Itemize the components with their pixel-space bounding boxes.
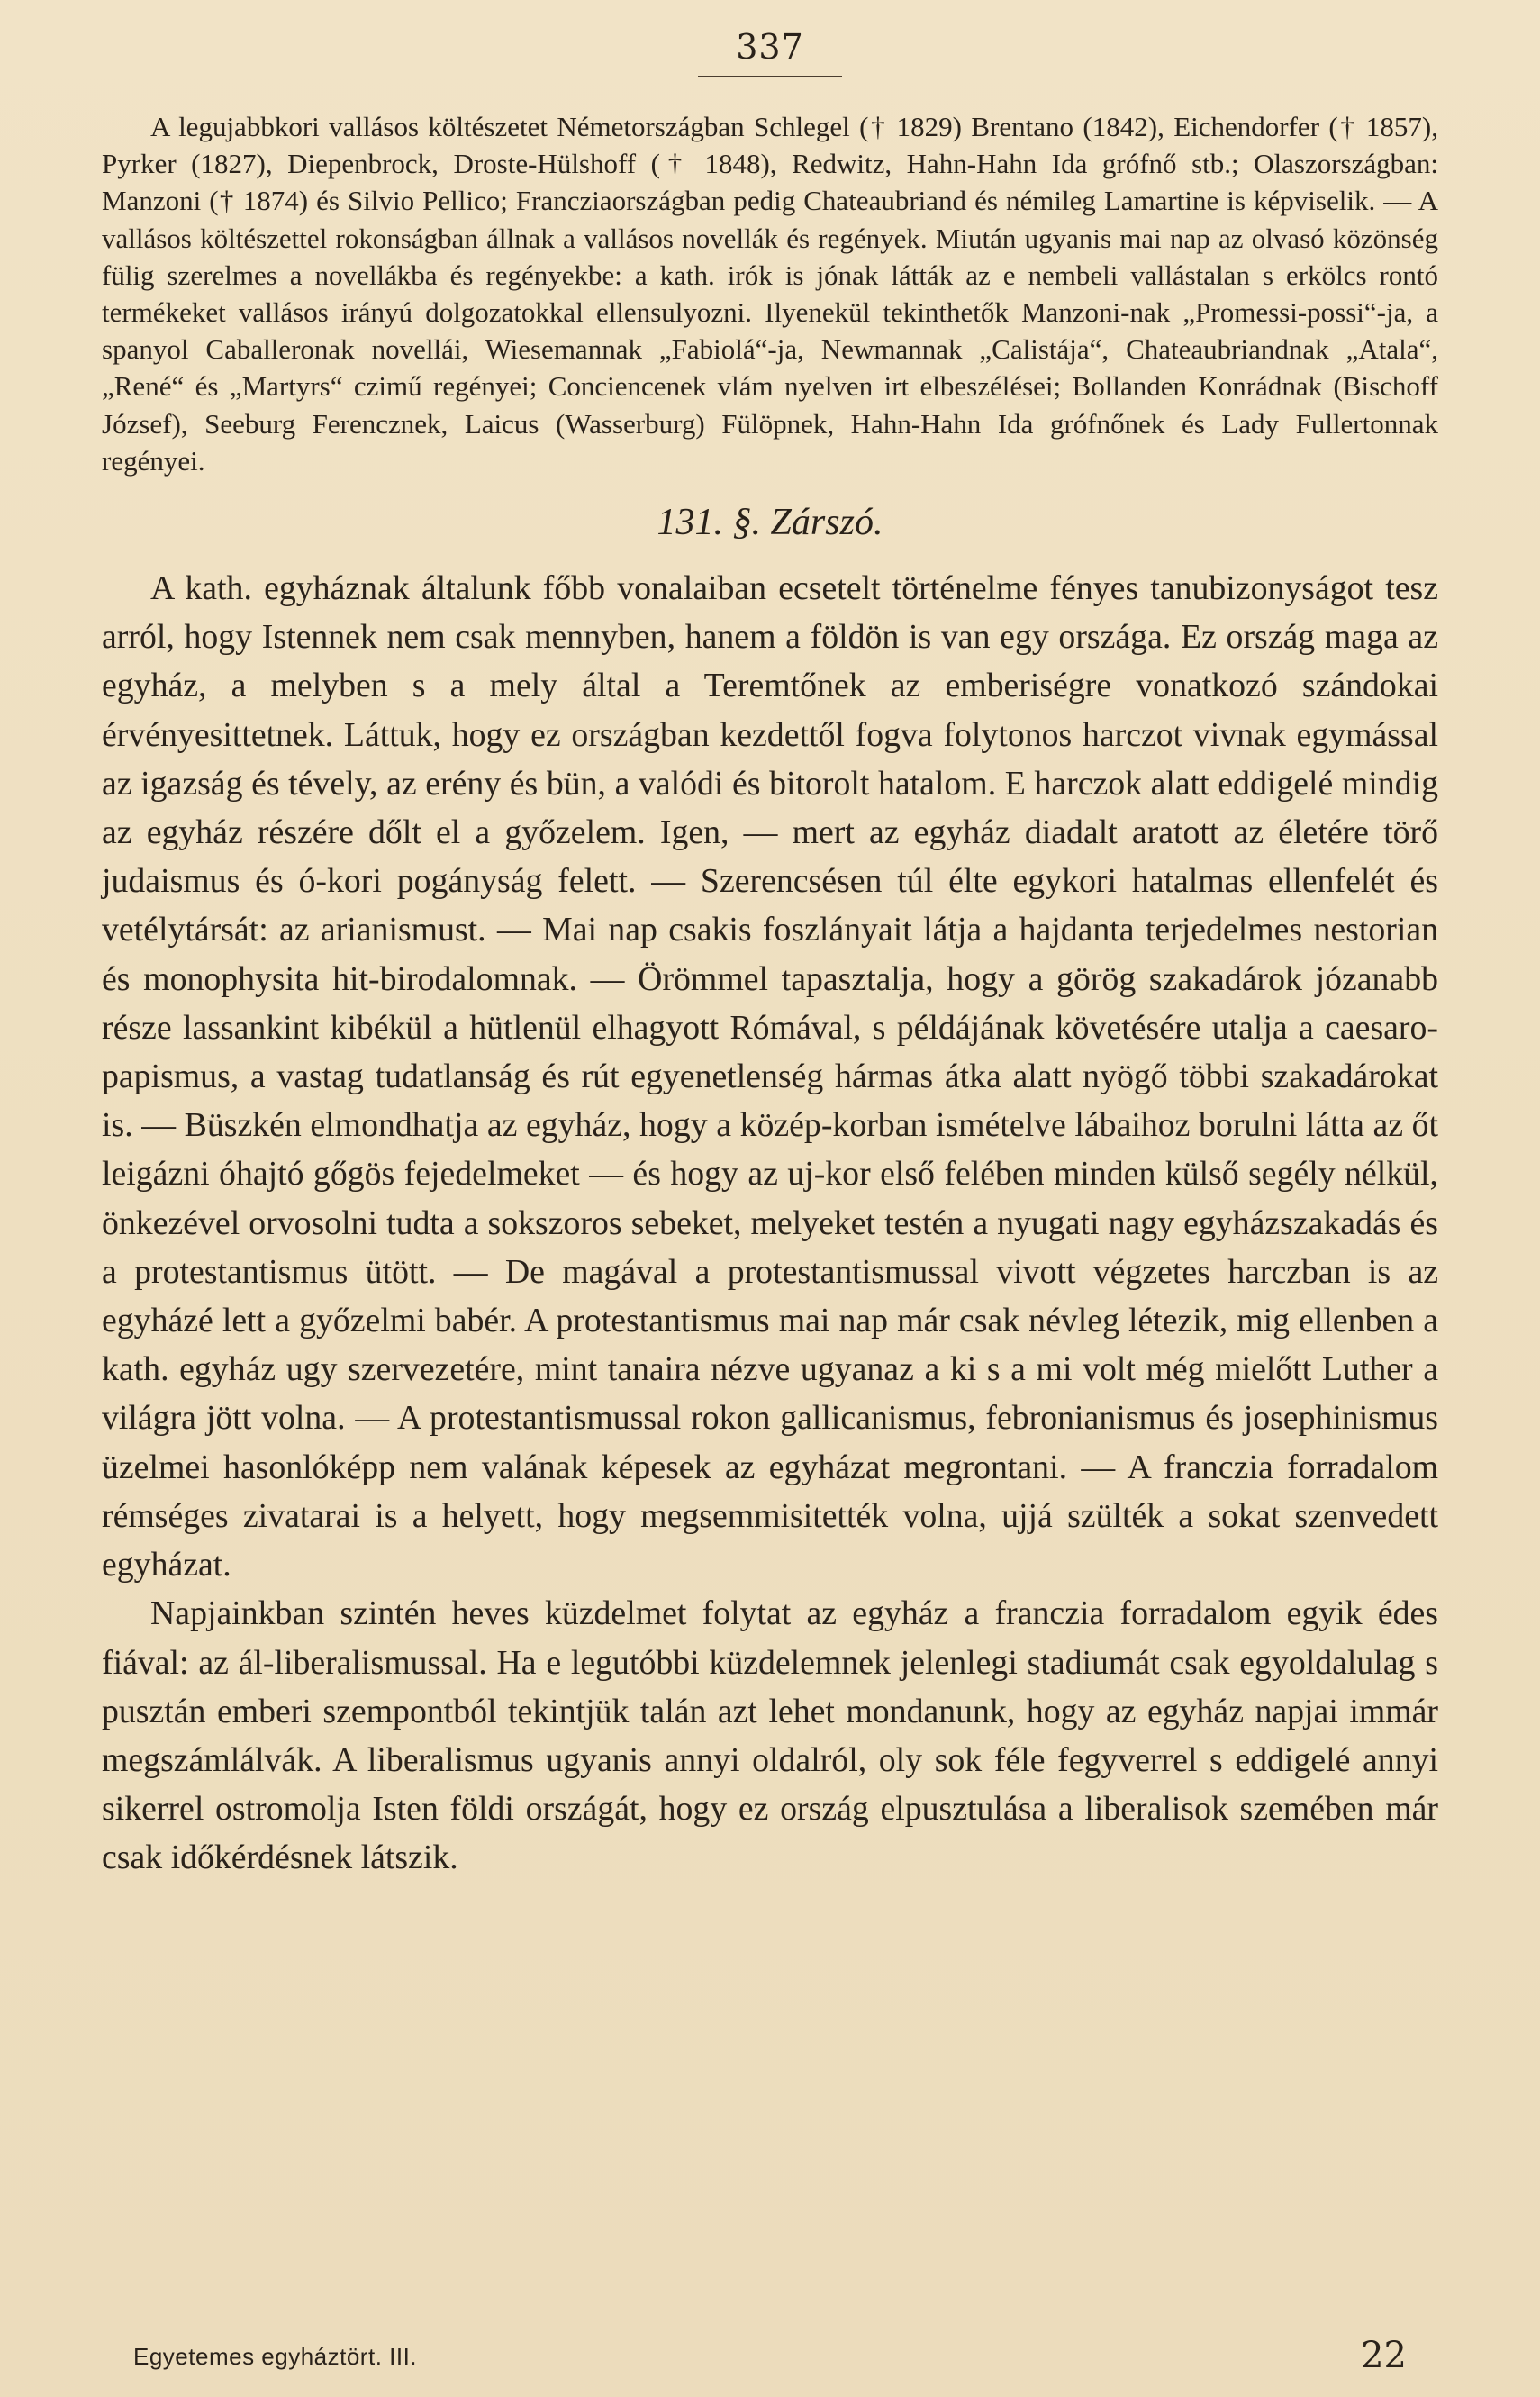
intro-paragraph: A legujabbkori vallásos költészetet Németországban Schlegel († 1829) Brentano (1842), Eichendorfer († 1857), Pyrker (1827), Diepenbrock, Droste-Hülshoff († 1848), Redwitz, Hahn-Hahn Ida grófnő stb.; Olaszországban: Manzoni († 1874) és Silvio Pellico; Francziaországban pedig Chateaubriand és némileg Lamartine is képviselik. — A vallásos költészettel rokonságban állnak a vallásos novellák és regények. Miután ugyanis mai nap az olvasó közönség fülig szerelmes a novellákba és regényekbe: a kath. irók is jónak látták az e nembeli vallástalan s erkölcs rontó termékeket vallásos irányú dolgozatokkal ellensulyozni. Ilyenekül tekinthetők Manzoni-nak „Promessi-possi“-ja, a spanyol Caballeronak novellái, Wiesemannak „Fabiolá“-ja, Newmannak „Calistája“, Chateaubriandnak „Atala“, „René“ és „Martyrs“ czimű regényei; Conciencenek vlám nyelven irt elbeszélései; Bollanden Konrádnak (Bischoff József), Seeburg Ferencznek, Laicus (Wasserburg) Fülöpnek, Hahn-Hahn Ida grófnőnek és Lady Fullertonnak regényei.	[102, 111, 1438, 477]
intro-section	[102, 108, 1438, 479]
page-footer	[133, 2331, 1407, 2376]
main-text	[102, 564, 1438, 1882]
section-heading: 131. §. Zárszó.	[657, 502, 883, 544]
footer-signature: 22	[1361, 2335, 1407, 2376]
page-number: 337	[736, 27, 804, 67]
footer-book-title: Egyetemes egyháztört. III.	[133, 2343, 418, 2370]
paragraph: A kath. egyháznak általunk főbb vonalaiban ecsetelt történelme fényes tanubizonyságot tesz arról, hogy Istennek nem csak mennyben, hanem a földön is van egy országa. Ez ország maga az egyház, a melyben s a mely által a Teremtőnek az emberiségre vonatkozó szándokai érvényesittetnek. Láttuk, hogy ez országban kezdettől fogva folytonos harczot vivnak egymással az igazság és tévely, az erény és bün, a valódi és bitorolt hatalom. E harczok alatt eddigelé mindig az egyház részére dőlt el a győzelem. Igen, — mert az egyház diadalt aratott az életére törő judaismus és ó-kori pogányság felett. — Szerencsésen túl élte egykori hatalmas ellenfelét és vetélytársát: az arianismust. — Mai nap csakis foszlányait látja a hajdanta terjedelmes nestorian és monophysita hit-birodalomnak. — Örömmel tapasztalja, hogy a görög szakadárok józanabb része lassankint kibékül a hütlenül elhagyott Rómával, s példájának követésére utalja a caesaro-papismus, a vastag tudatlanság és rút egyenetlenség hármas átka alatt nyögő többi szakadárokat is. — Büszkén elmondhatja az egyház, hogy a közép-korban ismételve lábaihoz borulni látta az őt leigázni óhajtó gőgös fejedelmeket — és hogy az uj-kor első felében minden külső segély nélkül, önkezével orvosolni tudta a sokszoros sebeket, melyeket testén a nyugati nagy egyházszakadás és a protestantismus ütött. — De magával a protestantismussal vivott végzetes harczban is az egyházé lett a győzelmi babér. A protestantismus mai nap már csak névleg létezik, mig ellenben a kath. egyház ugy szervezetére, mint tanaira nézve ugyanaz a ki s a mi volt még mielőtt Luther a világra jött volna. — A protestantismussal rokon gallicanismus, febronianismus és josephinismus üzelmei hasonlóképp nem valának képesek az egyházat megrontani. — A franczia forradalom rémséges zivatarai is a helyett, hogy megsemmisitették volna, ujjá szülték a sokat szenvedett egyházat.	[102, 569, 1438, 1584]
paragraph: Napjainkban szintén heves küzdelmet folytat az egyház a franczia forradalom egyik édes fiával: az ál-liberalismussal. Ha e legutóbbi küzdelemnek jelenlegi stadiumát csak egyoldalulag s pusztán emberi szempontból tekintjük talán azt lehet mondanunk, hogy az egyház napjai immár megszámlálvák. A liberalismus ugyanis annyi oldalról, oly sok féle fegyverrel s eddigelé annyi sikerrel ostromolja Isten földi országát, hogy ez ország elpusztulása a liberalisok szemében már csak időkérdésnek látszik.	[102, 1594, 1438, 1877]
header-rule	[698, 76, 842, 77]
